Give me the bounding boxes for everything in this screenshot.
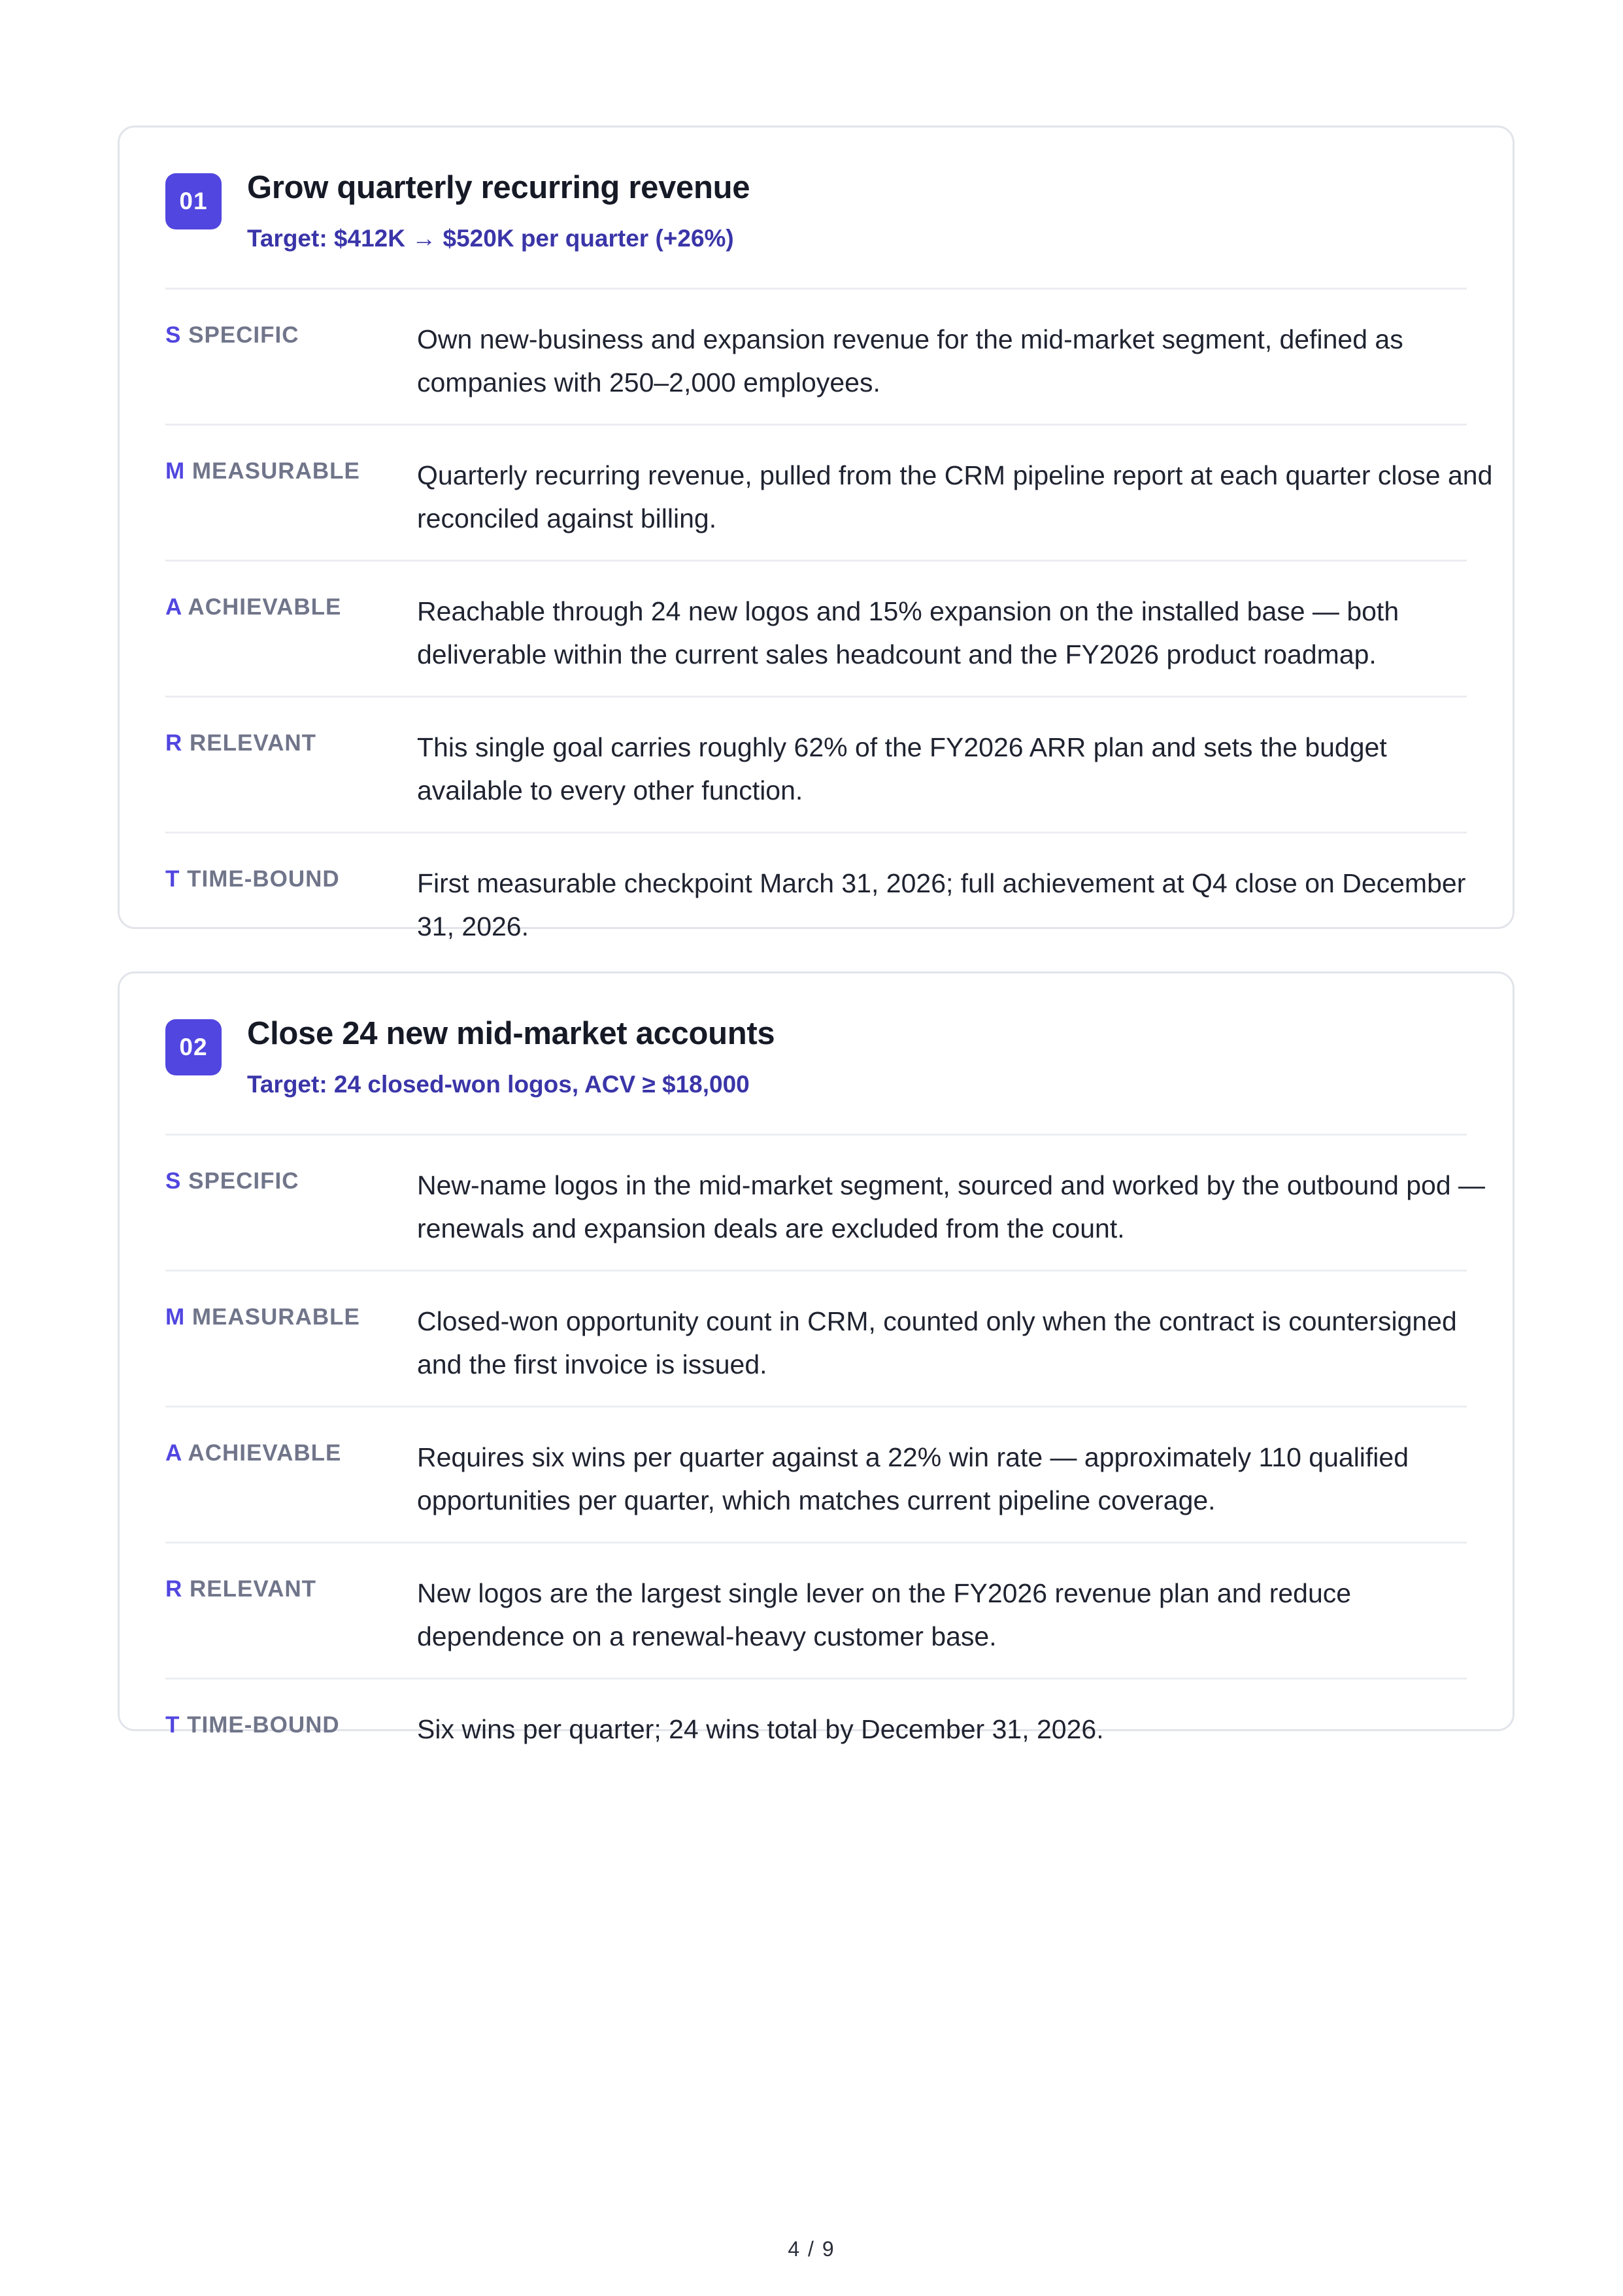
goal-title: Grow quarterly recurring revenue xyxy=(247,170,750,205)
smart-row-achievable xyxy=(165,562,1467,698)
smart-letter: M xyxy=(165,458,186,484)
smart-label-text: MEASURABLE xyxy=(192,458,360,484)
smart-description: Own new-business and expansion revenue for the mid-market segment, defined as companies with 250–2,000 employees. xyxy=(417,324,1403,397)
goal-header xyxy=(165,973,1467,1136)
smart-label-text: ACHIEVABLE xyxy=(188,1440,342,1466)
goal-number-badge: 01 xyxy=(165,173,222,229)
smart-row-time-bound xyxy=(165,834,1467,968)
smart-description: Reachable through 24 new logos and 15% expansion on the installed base — both deliverable within the current sales headcount and the FY2026 product roadmap. xyxy=(417,596,1399,669)
smart-letter: M xyxy=(165,1304,186,1330)
smart-letter: R xyxy=(165,730,183,756)
smart-description: Closed-won opportunity count in CRM, counted only when the contract is countersigned and the first invoice is issued. xyxy=(417,1306,1457,1379)
smart-label xyxy=(165,730,316,756)
smart-label xyxy=(165,1304,360,1330)
goal-header xyxy=(165,127,1467,290)
smart-row-relevant xyxy=(165,698,1467,834)
smart-letter: S xyxy=(165,322,182,348)
smart-label xyxy=(165,1712,340,1738)
goal-target: Target: 24 closed-won logos, ACV ≥ $18,000 xyxy=(247,1071,750,1098)
goal-card xyxy=(118,971,1514,1744)
goal-target: Target: $412K → $520K per quarter (+26%) xyxy=(247,225,734,252)
smart-label xyxy=(165,1576,316,1602)
smart-label-text: MEASURABLE xyxy=(192,1304,360,1330)
goal-card xyxy=(118,126,1514,941)
smart-label-text: TIME-BOUND xyxy=(187,866,340,892)
smart-description: New-name logos in the mid-market segment, sourced and worked by the outbound pod — renewals and expansion deals are excluded from the count. xyxy=(417,1170,1486,1243)
smart-row-achievable xyxy=(165,1408,1467,1544)
smart-row-specific xyxy=(165,1136,1486,1272)
smart-label xyxy=(165,322,299,348)
smart-label-text: SPECIFIC xyxy=(188,322,299,348)
smart-label xyxy=(165,594,341,620)
smart-letter: A xyxy=(165,1440,182,1466)
smart-description: Requires six wins per quarter against a 22% win rate — approximately 110 qualified opportunities per quarter, which matches current pipeline coverage. xyxy=(417,1442,1409,1515)
smart-letter: S xyxy=(165,1168,182,1194)
page-number: 4 / 9 xyxy=(788,2237,835,2261)
smart-description: Quarterly recurring revenue, pulled from the CRM pipeline report at each quarter close and reconciled against billing. xyxy=(417,460,1493,533)
goal-number-badge: 02 xyxy=(165,1019,222,1075)
smart-row-relevant xyxy=(165,1544,1467,1680)
smart-description: This single goal carries roughly 62% of the FY2026 ARR plan and sets the budget available to every other function. xyxy=(417,732,1387,805)
goal-title: Close 24 new mid-market accounts xyxy=(247,1016,775,1051)
smart-label-text: RELEVANT xyxy=(190,730,317,756)
smart-row-measurable xyxy=(165,1272,1467,1408)
smart-row-specific xyxy=(165,290,1467,426)
smart-letter: T xyxy=(165,866,180,892)
smart-label-text: SPECIFIC xyxy=(188,1168,299,1194)
smart-label-text: RELEVANT xyxy=(190,1576,317,1602)
smart-label xyxy=(165,458,360,484)
smart-letter: A xyxy=(165,594,182,620)
smart-letter: R xyxy=(165,1576,183,1602)
smart-label-text: ACHIEVABLE xyxy=(188,594,342,620)
smart-description: New logos are the largest single lever on the FY2026 revenue plan and reduce dependence on a renewal-heavy customer base. xyxy=(417,1578,1352,1651)
smart-label xyxy=(165,1440,341,1466)
smart-description: First measurable checkpoint March 31, 2026; full achievement at Q4 close on December 31, 2026. xyxy=(417,868,1466,941)
smart-label xyxy=(165,866,340,892)
smart-row-measurable xyxy=(165,426,1493,562)
smart-label xyxy=(165,1168,299,1194)
smart-description: Six wins per quarter; 24 wins total by December 31, 2026. xyxy=(417,1714,1104,1744)
smart-label-text: TIME-BOUND xyxy=(187,1712,340,1738)
smart-row-time-bound xyxy=(165,1680,1467,1802)
smart-letter: T xyxy=(165,1712,180,1738)
